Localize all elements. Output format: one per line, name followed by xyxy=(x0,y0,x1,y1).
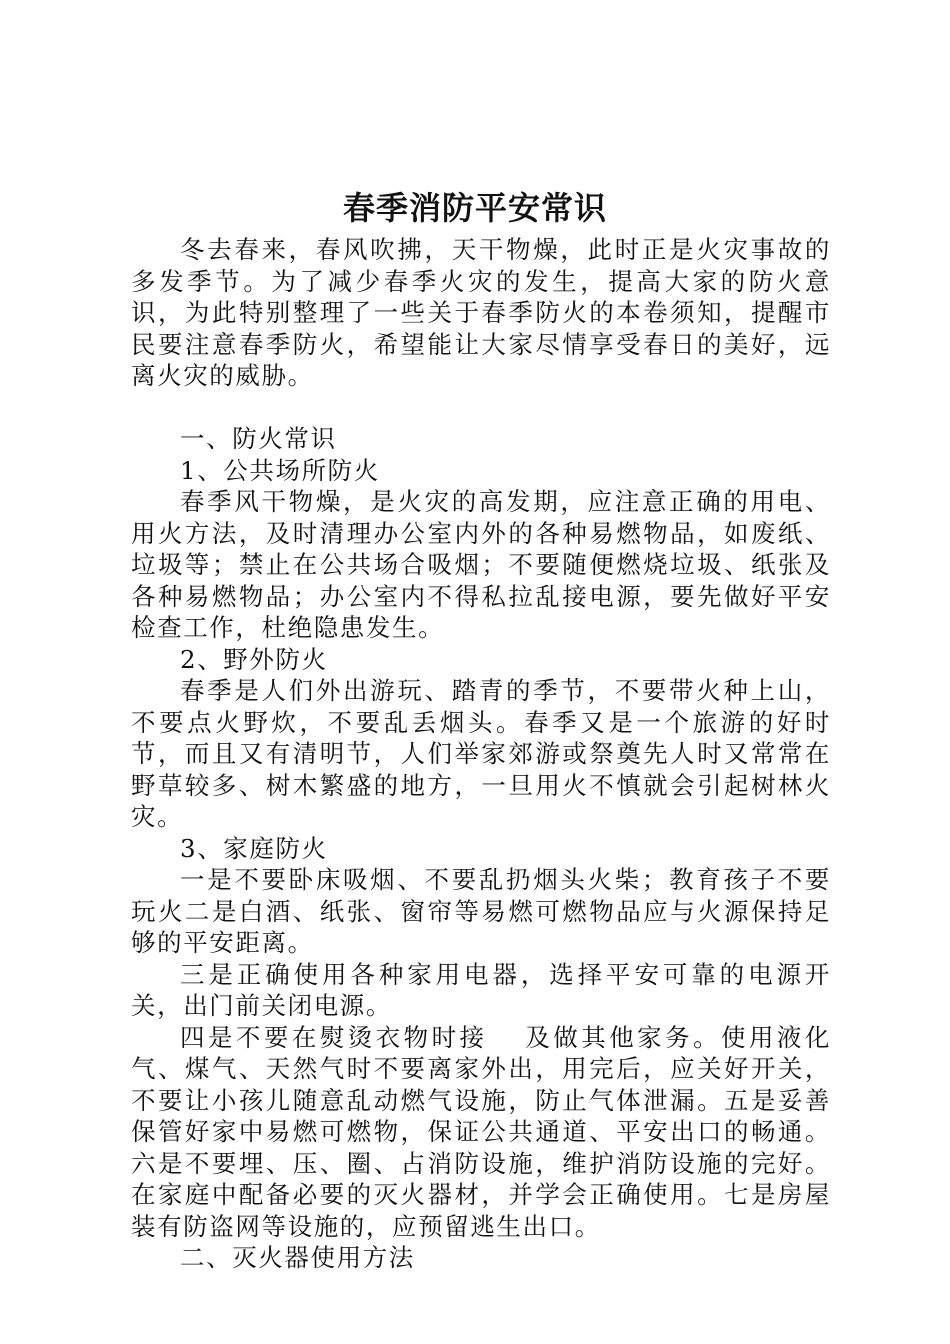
paragraph-home-2: 三是正确使用各种家用电器，选择平安可靠的电源开关，出门前关闭电源。 xyxy=(131,959,831,1020)
subheading-public-places: 1、公共场所防火 xyxy=(180,455,380,485)
page-title: 春季消防平安常识 xyxy=(342,189,607,227)
paragraph-public-places: 春季风干物燥，是火灾的高发期，应注意正确的用电、用火方法，及时清理办公室内外的各种易燃物品，如废纸、垃圾等；禁止在公共场合吸烟；不要随便燃烧垃圾、纸张及各种易燃物品；办公室内不得私拉乱接电源，要先做好平安检查工作，杜绝隐患发生。 xyxy=(131,487,831,642)
paragraph-home-3 xyxy=(131,1022,831,1243)
document-body xyxy=(131,234,831,1274)
paragraph-home-1: 一是不要卧床吸烟、不要乱扔烟头火柴；教育孩子不要玩火二是白酒、纸张、窗帘等易燃可燃物品应与火源保持足够的平安距离。 xyxy=(131,865,831,957)
section-heading-extinguisher: 二、灭火器使用方法 xyxy=(180,1243,415,1272)
intro-paragraph: 冬去春来，春风吹拂，天干物燥，此时正是火灾事故的多发季节。为了减少春季火灾的发生，提高大家的防火意识，为此特别整理了一些关于春季防火的本卷须知，提醒市民要注意春季防火，希望能让大家尽情享受春日的美好，远离火灾的威胁。 xyxy=(131,235,831,390)
section-heading-fire-knowledge: 一、防火常识 xyxy=(180,424,337,453)
paragraph-outdoor: 春季是人们外出游玩、踏青的季节，不要带火种上山，不要点火野炊，不要乱丢烟头。春季又是一个旅游的好时节，而且又有清明节，人们举家郊游或祭奠先人时又常常在野草较多、树木繁盛的地方，一旦用火不慎就会引起树林火灾。 xyxy=(131,676,831,831)
subheading-home: 3、家庭防火 xyxy=(180,833,328,863)
subheading-outdoor: 2、野外防火 xyxy=(180,644,328,674)
paragraph-home-3-start: 四是不要在熨烫衣物时接 xyxy=(180,1022,488,1052)
paragraph-home-3-rest: 及做其他家务。使用液化气、煤气、天然气时不要离家外出，用完后，应关好开关，不要让小孩儿随意乱动燃气设施，防止气体泄漏。五是妥善保管好家中易燃可燃物，保证公共通道、平安出口的畅通。六是不要埋、压、圈、占消防设施，维护消防设施的完好。在家庭中配备必要的灭火器材，并学会正确使用。七是房屋装有防盗网等设施的，应预留逃生出口。 xyxy=(131,1022,831,1241)
